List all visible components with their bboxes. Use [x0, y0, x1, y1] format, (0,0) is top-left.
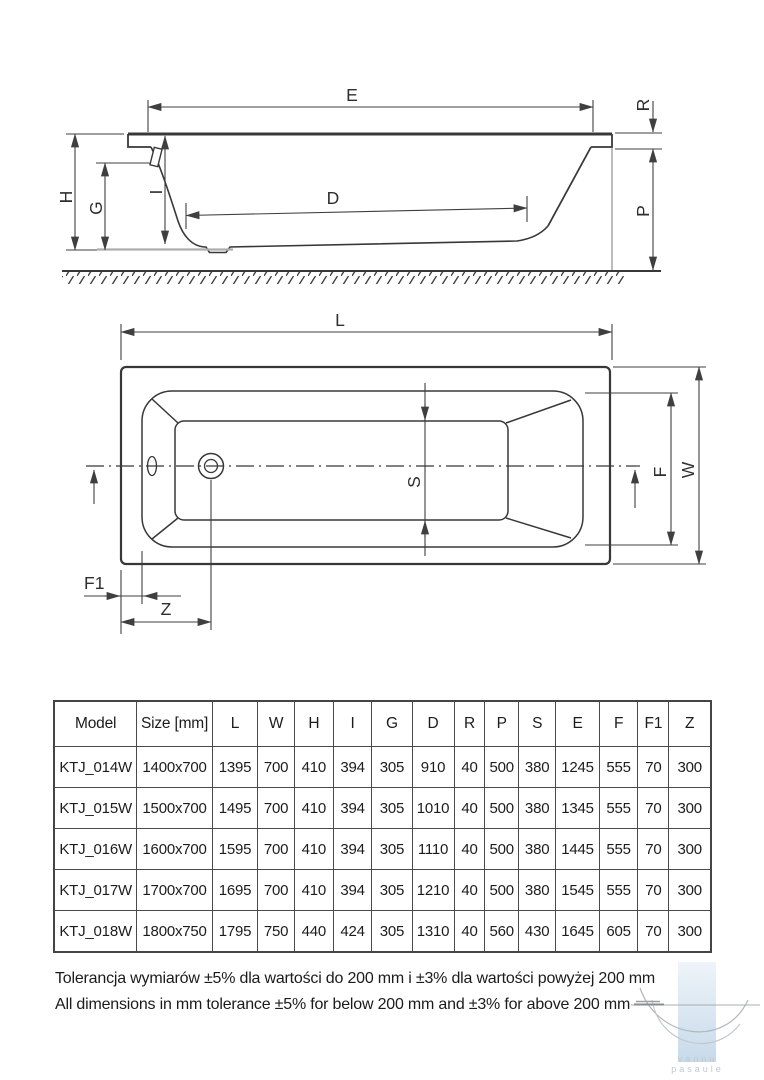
table-cell: 910 — [412, 747, 454, 788]
tolerance-note-en: All dimensions in mm tolerance ±5% for below 200 mm and ±3% for above 200 mm — [55, 996, 631, 1013]
table-cell: 410 — [294, 788, 333, 829]
dim-label-G: G — [86, 201, 106, 215]
table-cell: 1595 — [212, 829, 257, 870]
table-cell: 605 — [599, 911, 638, 953]
table-cell: KTJ_016W — [54, 829, 137, 870]
dim-label-F: F — [650, 466, 670, 478]
table-cell: 40 — [454, 911, 485, 953]
side-view-diagram — [56, 85, 662, 284]
table-cell: 1645 — [556, 911, 599, 953]
table-cell: 300 — [669, 788, 711, 829]
table-cell: 1210 — [412, 870, 454, 911]
table-cell: 305 — [372, 788, 412, 829]
dim-label-H: H — [56, 190, 76, 204]
table-cell: 700 — [258, 829, 295, 870]
table-cell: 1445 — [556, 829, 599, 870]
column-header: P — [485, 701, 519, 747]
table-cell: 750 — [258, 911, 295, 953]
table-cell: 394 — [333, 788, 372, 829]
watermark-text — [650, 1054, 745, 1074]
table-cell: 300 — [669, 747, 711, 788]
table-cell: KTJ_017W — [54, 870, 137, 911]
table-cell: 700 — [258, 788, 295, 829]
table-cell: 394 — [333, 829, 372, 870]
table-cell: 555 — [599, 870, 638, 911]
dim-label-D: D — [326, 188, 340, 208]
table-cell: 555 — [599, 788, 638, 829]
dim-label-W: W — [678, 461, 698, 479]
table-cell: 1400x700 — [137, 747, 213, 788]
tolerance-note-pl: Tolerancja wymiarów ±5% dla wartości do 200 mm i ±3% dla wartości powyżej 200 mm — [55, 970, 656, 987]
table-cell: 1545 — [556, 870, 599, 911]
table-cell: 1700x700 — [137, 870, 213, 911]
dim-label-L: L — [335, 310, 345, 330]
dim-label-I: I — [146, 189, 166, 195]
table-cell: 380 — [518, 747, 555, 788]
column-header: L — [212, 701, 257, 747]
ground-hatching — [62, 271, 661, 284]
top-view-dimensions — [84, 324, 706, 634]
table-cell: 1495 — [212, 788, 257, 829]
table-cell: 500 — [485, 788, 519, 829]
table-cell: 40 — [454, 747, 485, 788]
dim-label-P: P — [633, 205, 653, 217]
table-cell: 394 — [333, 747, 372, 788]
watermark-line1: vannu — [677, 1054, 718, 1064]
table-cell: 380 — [518, 870, 555, 911]
dimension-L — [121, 324, 612, 360]
table-cell: KTJ_014W — [54, 747, 137, 788]
table-cell: 424 — [333, 911, 372, 953]
column-header: G — [372, 701, 412, 747]
table-cell: 500 — [485, 829, 519, 870]
table-cell: 70 — [638, 747, 669, 788]
table-header-row — [54, 701, 711, 747]
dim-label-Z: Z — [160, 599, 172, 619]
tub-side-outline — [97, 134, 612, 270]
table-cell: 394 — [333, 870, 372, 911]
dimension-E — [148, 100, 593, 132]
table-cell: 1600x700 — [137, 829, 213, 870]
dim-label-E: E — [346, 85, 358, 105]
column-header: D — [412, 701, 454, 747]
dim-label-S: S — [404, 476, 424, 488]
table-cell: 70 — [638, 829, 669, 870]
table-cell: 555 — [599, 829, 638, 870]
column-header: S — [518, 701, 555, 747]
column-header: Model — [54, 701, 137, 747]
table-cell: 1245 — [556, 747, 599, 788]
watermark-line2: pasaule — [671, 1064, 724, 1074]
table-cell: 555 — [599, 747, 638, 788]
column-header: E — [556, 701, 599, 747]
dim-label-R: R — [633, 98, 653, 112]
table-cell: 1800x750 — [137, 911, 213, 953]
column-header: F — [599, 701, 638, 747]
table-cell: 700 — [258, 870, 295, 911]
table-cell: 440 — [294, 911, 333, 953]
table-cell: 410 — [294, 870, 333, 911]
column-header: Z — [669, 701, 711, 747]
table-cell: 1310 — [412, 911, 454, 953]
table-cell: 40 — [454, 788, 485, 829]
table-cell: 700 — [258, 747, 295, 788]
tub-top-outline — [86, 367, 640, 564]
dimensions-table — [53, 700, 712, 953]
table-cell: 410 — [294, 829, 333, 870]
table-cell: 40 — [454, 829, 485, 870]
table-cell: 1010 — [412, 788, 454, 829]
table-cell: 500 — [485, 870, 519, 911]
table-row — [54, 788, 711, 829]
column-header: I — [333, 701, 372, 747]
column-header: Size [mm] — [137, 701, 213, 747]
table-cell: 500 — [485, 747, 519, 788]
table-cell: 430 — [518, 911, 555, 953]
table-cell: 1345 — [556, 788, 599, 829]
column-header: F1 — [638, 701, 669, 747]
tub-bottom-and-foot — [204, 226, 548, 253]
table-cell: 300 — [669, 870, 711, 911]
column-header: H — [294, 701, 333, 747]
dimension-D — [186, 196, 527, 229]
table-cell: 380 — [518, 829, 555, 870]
watermark-bar — [678, 962, 716, 1062]
top-view-diagram — [84, 310, 706, 634]
table-row — [54, 870, 711, 911]
table-cell: 1395 — [212, 747, 257, 788]
table-cell: KTJ_015W — [54, 788, 137, 829]
dim-label-F1: F1 — [84, 573, 105, 593]
table-cell: 560 — [485, 911, 519, 953]
table-cell: 70 — [638, 870, 669, 911]
table-cell: 70 — [638, 788, 669, 829]
table-cell: 300 — [669, 829, 711, 870]
table-cell: 40 — [454, 870, 485, 911]
table-row — [54, 829, 711, 870]
table-cell: 305 — [372, 747, 412, 788]
table-cell: KTJ_018W — [54, 911, 137, 953]
table-cell: 305 — [372, 911, 412, 953]
table-cell: 1500x700 — [137, 788, 213, 829]
table-cell: 305 — [372, 870, 412, 911]
table-cell: 1695 — [212, 870, 257, 911]
column-header: R — [454, 701, 485, 747]
column-header: W — [258, 701, 295, 747]
table-cell: 300 — [669, 911, 711, 953]
tolerance-notes — [55, 966, 655, 1018]
table-row — [54, 911, 711, 953]
table-cell: 305 — [372, 829, 412, 870]
table-cell: 70 — [638, 911, 669, 953]
table-row — [54, 747, 711, 788]
table-cell: 1110 — [412, 829, 454, 870]
table-cell: 1795 — [212, 911, 257, 953]
table-cell: 410 — [294, 747, 333, 788]
table-cell: 380 — [518, 788, 555, 829]
